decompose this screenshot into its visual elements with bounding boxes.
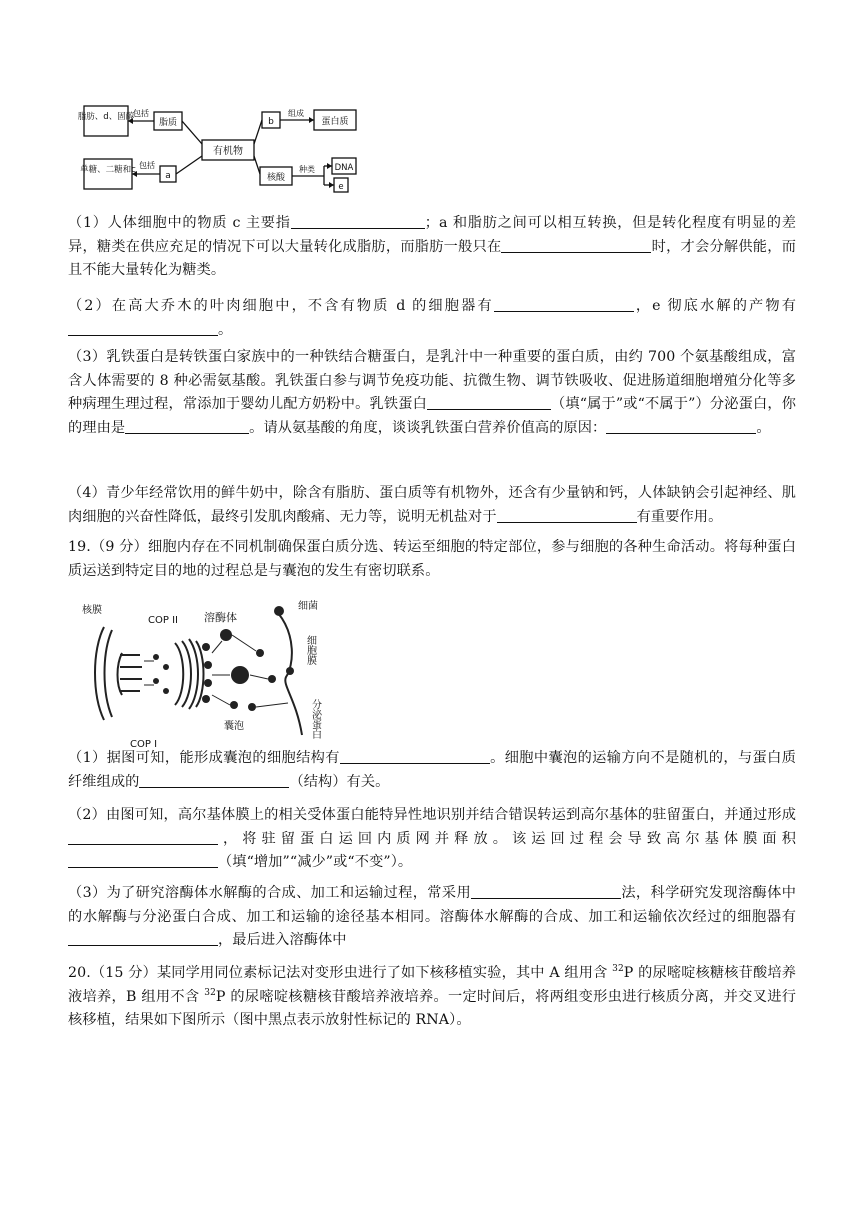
label-cop1: COP I (130, 739, 158, 750)
q19-p3-text-a: （3）为了研究溶酶体水解酶的合成、加工和运输过程，常采用 (68, 885, 472, 901)
answer-blank[interactable] (139, 772, 289, 788)
answer-blank[interactable] (427, 394, 551, 410)
b-link-label: 组成 (288, 109, 304, 118)
er-membranes (120, 655, 142, 691)
e-label: e (338, 182, 344, 192)
nucleic-link-label: 种类 (299, 165, 315, 174)
fat-parts-label: 脂肪、d、固醇 (77, 112, 135, 122)
q18-part2 (68, 295, 796, 342)
q18-p4-text-b: 有重要作用。 (636, 508, 723, 525)
answer-blank[interactable] (471, 883, 621, 899)
q20-text-b: P 的尿嘧啶核糖核苷酸培养液培养，B 组用不含 (68, 965, 797, 1005)
q20-superscript: 32 (612, 964, 624, 974)
answer-blank[interactable] (68, 829, 218, 845)
q19-part3 (68, 882, 796, 953)
q18-p3-text-d: 。 (756, 419, 771, 436)
answer-blank[interactable] (501, 237, 651, 253)
lysosome-small (220, 629, 232, 641)
q18-p3-text-c: 。请从氨基酸的角度，谈谈乳铁蛋白营养价值高的原因： (249, 419, 607, 436)
nuclear-envelope-inner (105, 630, 113, 717)
q19-intro: 19.（9 分）细胞内存在不同机制确保蛋白质分选、转运至细胞的特定部位，参与细胞的各种生命活动。将每种蛋白质运送到特定目的地的过程总是与囊泡的发生有密切联系。 (68, 539, 796, 579)
q18-p2-text-a: （2）在高大乔木的叶肉细胞中，不含有物质 d 的细胞器有 (68, 298, 494, 314)
q20-text-c: P 的尿嘧啶核糖核苷酸培养液培养。一定时间后，将两组变形虫进行核质分离，并交叉进行核移植，结果如下图所示（图中黑点表示放射性标记的 RNA）。 (68, 988, 796, 1028)
q18-p4-text-a: （4）青少年经常饮用的鲜牛奶中，除含有脂肪、蛋白质等有机物外，还含有少量钠和钙，人体缺钠会引起神经、肌肉细胞的兴奋性降低，最终引发肌肉酸痛、无力等，说明无机盐对于 (68, 485, 796, 525)
a-label: a (165, 171, 171, 181)
q18-part1 (68, 212, 796, 283)
q18-p1-text-c: 时，才会分解供能，而且不能大量转化为糖类。 (68, 238, 796, 278)
vesicle-transport-diagram (82, 595, 352, 750)
q19-p1-text-a: （1）据图可知，能形成囊泡的细胞结构有 (68, 750, 340, 766)
a-link-label: 包括 (139, 161, 155, 170)
q20-text-a: 20.（15 分）某同学用同位素标记法对变形虫进行了如下核移植实验，其中 A 组用含 (68, 965, 613, 981)
q19-p1-text-c: （结构）有关。 (289, 773, 390, 790)
bacteria-shape (274, 606, 284, 616)
q20-intro (68, 962, 796, 1033)
protein-label: 蛋白质 (321, 117, 349, 127)
q18-p2-text-c: 。 (218, 321, 233, 338)
q19-part2 (68, 804, 796, 875)
fat-label: 脂质 (158, 118, 178, 128)
q18-part4 (68, 482, 796, 529)
nuclear-envelope-outer (95, 627, 104, 720)
label-bacteria: 细菌 (298, 601, 318, 612)
label-vesicle: 囊泡 (224, 721, 244, 732)
q19-part1 (68, 747, 796, 794)
answer-blank[interactable] (497, 507, 637, 523)
answer-blank[interactable] (606, 418, 756, 434)
q19-p3-text-b: 法，科学研究发现溶酶体中的水解酶与分泌蛋白合成、加工和运输的途径基本相同。溶酶体水解酶的合成、加工和运输依次经过的细胞器有 (68, 885, 796, 925)
golgi-stacks (175, 639, 204, 709)
answer-blank[interactable] (68, 852, 218, 868)
q19-p2-text-a: （2）由图可知，高尔基体膜上的相关受体蛋白能特异性地识别并结合错误转运到高尔基体的驻留蛋白，并通过形成 (68, 807, 796, 823)
answer-blank[interactable] (125, 418, 249, 434)
answer-blank[interactable] (340, 748, 490, 764)
label-cop2: COP II (148, 615, 178, 626)
q18-part3 (68, 346, 796, 440)
b-label: b (268, 117, 274, 127)
answer-blank[interactable] (494, 296, 634, 312)
q20-superscript: 32 (204, 987, 216, 998)
label-nucleus: 核膜 (82, 605, 102, 616)
a-parts-label: 单糖、二糖和c (80, 165, 136, 175)
dna-label: DNA (334, 163, 354, 173)
q19-p2-text-c: （填“增加”“减少”或“不变”）。 (218, 854, 413, 870)
q18-p2-text-b: ，e 彻底水解的产物有 (633, 298, 796, 314)
q18-p3-text-b: （填“属于”或“不属于”）分泌蛋白，你的理由是 (68, 396, 796, 436)
organic-matter-concept-map (77, 104, 374, 196)
label-secreted-protein: 分泌蛋白 (309, 699, 321, 739)
label-cell-membrane: 细胞膜 (304, 635, 316, 665)
q19-p2-text-b: ，将驻留蛋白运回内质网并释放。该运回过程会导致高尔基体膜面积 (218, 830, 796, 847)
fat-link-label: 包括 (133, 109, 149, 118)
q19-p1-text-b: 。细胞中囊泡的运输方向不是随机的，与蛋白质纤维组成的 (68, 750, 796, 790)
lysosome-large (231, 666, 249, 684)
answer-blank[interactable] (68, 320, 218, 336)
center-label: 有机物 (213, 146, 243, 157)
q18-p3-text-a: （3）乳铁蛋白是转铁蛋白家族中的一种铁结合糖蛋白，是乳汁中一种重要的蛋白质，由约 700 个氨基酸组成，富含人体需要的 8 种必需氨基酸。乳铁蛋白参与调节免疫功能、抗微生物、调节铁吸收、促进肠道细胞增殖分化等多种病理生理过程，常添加于婴幼儿配方奶粉中。乳铁蛋白 (68, 349, 796, 412)
answer-blank[interactable] (291, 213, 425, 229)
q19-p3-text-c: ，最后进入溶酶体中 (218, 932, 347, 948)
answer-blank[interactable] (68, 930, 218, 946)
nucleic-label: 核酸 (266, 173, 286, 183)
label-lysosome: 溶酶体 (204, 611, 237, 624)
q18-p1-text-a: （1）人体细胞中的物质 c 主要指 (68, 215, 291, 231)
q18-p1-text-b: ；a 和脂肪之间可以相互转换，但是转化程度有明显的差异，糖类在供应充足的情况下可以大量转化成脂肪，而脂肪一般只在 (68, 215, 796, 255)
